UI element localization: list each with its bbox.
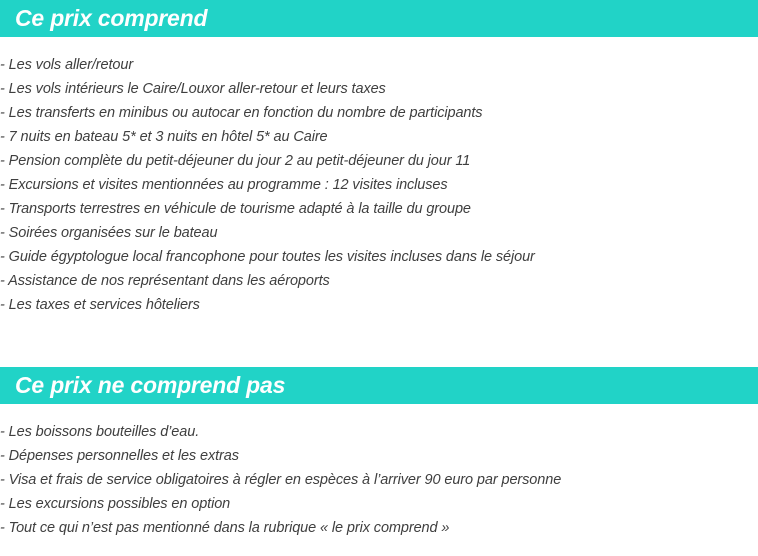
list-item: - Soirées organisées sur le bateau	[0, 225, 218, 241]
list-item: - Excursions et visites mentionnées au programme : 12 visites incluses	[0, 177, 448, 193]
list-item: - Assistance de nos représentant dans les aéroports	[0, 273, 330, 289]
list-item: - Dépenses personnelles et les extras	[0, 448, 239, 464]
list-item: - Tout ce qui n’est pas mentionné dans la rubrique « le prix comprend »	[0, 520, 450, 536]
list-item: - Les boissons bouteilles d’eau.	[0, 424, 200, 440]
list-item: - Transports terrestres en véhicule de tourisme adapté à la taille du groupe	[0, 201, 471, 217]
list-item: - Les excursions possibles en option	[0, 496, 231, 512]
included-items-list	[0, 53, 758, 317]
excluded-section-title: Ce prix ne comprend pas	[15, 372, 286, 398]
excluded-items-list	[0, 420, 758, 540]
list-item: - Les vols aller/retour	[0, 57, 134, 73]
list-item: - Visa et frais de service obligatoires à régler en espèces à l’arriver 90 euro par personne	[0, 472, 562, 488]
list-item: - Les taxes et services hôteliers	[0, 297, 200, 313]
list-item: - Les transferts en minibus ou autocar en fonction du nombre de participants	[0, 105, 483, 121]
list-item: - Les vols intérieurs le Caire/Louxor aller-retour et leurs taxes	[0, 81, 386, 97]
list-item: - Guide égyptologue local francophone pour toutes les visites incluses dans le séjour	[0, 249, 535, 265]
list-item: - Pension complète du petit-déjeuner du jour 2 au petit-déjeuner du jour 11	[0, 153, 471, 169]
included-section-title: Ce prix comprend	[15, 5, 208, 31]
list-item: - 7 nuits en bateau 5* et 3 nuits en hôtel 5* au Caire	[0, 129, 328, 145]
included-section-header	[0, 0, 758, 37]
excluded-section-header	[0, 367, 758, 404]
